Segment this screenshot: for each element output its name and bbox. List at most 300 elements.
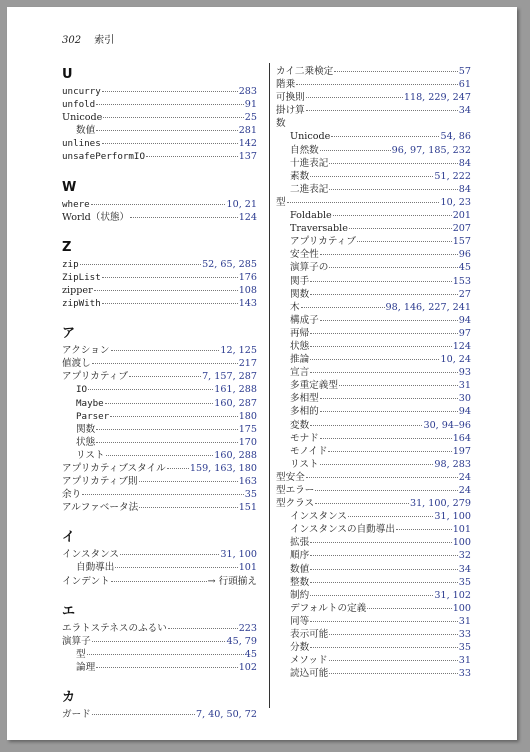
index-page-refs[interactable]: 91 (244, 99, 257, 111)
index-page-refs[interactable]: 96, 97, 185, 232 (391, 144, 471, 156)
index-term: 多相的 (290, 406, 319, 418)
index-page-refs[interactable]: 31 (458, 615, 471, 627)
index-page-refs[interactable]: 151 (238, 502, 257, 514)
dot-leader (146, 156, 238, 157)
index-entry (276, 196, 471, 209)
dot-leader (334, 71, 458, 72)
index-page-refs[interactable]: 12, 125 (220, 345, 257, 357)
index-entry (62, 488, 257, 501)
index-entry (62, 198, 257, 211)
index-entry (62, 85, 257, 98)
index-page-refs[interactable]: 142 (238, 138, 257, 150)
index-entry (62, 548, 257, 561)
index-entry (62, 284, 257, 297)
index-page-refs[interactable]: 84 (458, 157, 471, 169)
index-term: 型 (76, 648, 86, 660)
index-term: 論理 (76, 661, 96, 673)
index-term: 分数 (290, 642, 310, 654)
dot-leader (129, 376, 201, 377)
dot-leader (92, 641, 226, 642)
index-entry (62, 397, 257, 410)
index-entry (62, 137, 257, 150)
index-term: デフォルトの定義 (290, 602, 367, 614)
index-term: 安全性 (290, 249, 319, 261)
index-page-refs[interactable]: 45, 79 (226, 635, 257, 647)
index-section-heading: エ (62, 603, 76, 619)
index-page-refs[interactable]: 124 (452, 340, 471, 352)
dot-leader (396, 529, 452, 530)
index-term: 順序 (290, 550, 310, 562)
section-spacer (62, 588, 257, 600)
index-page-refs[interactable]: 96 (458, 249, 471, 261)
dot-leader (111, 350, 220, 351)
index-term: 読込可能 (290, 668, 329, 680)
section-spacer (62, 224, 257, 236)
index-page-refs[interactable]: 32 (458, 550, 471, 562)
index-term: 自然数 (290, 144, 319, 156)
dot-leader (167, 468, 189, 469)
index-term: アプリカティブ (62, 371, 128, 383)
index-term: Traversable (290, 223, 348, 235)
dot-leader (94, 290, 238, 291)
dot-leader (102, 277, 238, 278)
dot-leader (329, 189, 457, 190)
index-entry (276, 510, 471, 523)
index-page-refs[interactable]: 197 (452, 445, 471, 457)
index-term: 整数 (290, 576, 310, 588)
index-page-refs[interactable]: 118, 229, 247 (403, 92, 471, 104)
dot-leader (310, 346, 452, 347)
index-entry (276, 104, 471, 117)
section-spacer (62, 674, 257, 686)
index-term: リスト (76, 449, 105, 461)
index-entry (276, 392, 471, 405)
dot-leader (310, 359, 439, 360)
index-page-refs[interactable]: 143 (238, 298, 257, 310)
dot-leader (310, 372, 458, 373)
column-divider (269, 63, 270, 708)
dot-leader (329, 673, 457, 674)
index-page-refs[interactable]: 124 (238, 211, 257, 223)
index-entry (276, 667, 471, 680)
dot-leader (331, 136, 439, 137)
index-page-refs[interactable]: 45 (458, 262, 471, 274)
index-term: uncurry (62, 86, 101, 97)
index-entry (276, 157, 471, 170)
dot-leader (310, 555, 458, 556)
index-page-refs[interactable]: 108 (238, 284, 257, 296)
index-entry (276, 91, 471, 104)
index-page-refs[interactable]: 100 (452, 537, 471, 549)
dot-leader (329, 634, 457, 635)
dot-leader (315, 490, 457, 491)
index-term: インスタンス (290, 511, 347, 523)
index-entry (62, 475, 257, 488)
dot-leader (310, 595, 433, 596)
index-section-heading: ア (62, 326, 76, 342)
index-page-refs[interactable]: 161, 288 (214, 384, 257, 396)
index-entry (276, 235, 471, 248)
index-page-refs[interactable]: 98, 146, 227, 241 (385, 301, 471, 313)
dot-leader (310, 333, 458, 334)
index-page-refs[interactable]: 33 (458, 629, 471, 641)
index-section-heading: カ (62, 690, 76, 705)
index-term: 演算子 (62, 635, 91, 647)
index-term: 構成子 (290, 314, 319, 326)
index-entry (62, 211, 257, 224)
index-term: 拡張 (290, 537, 310, 549)
index-term: Unicode (62, 112, 103, 124)
index-term: 多重定義型 (290, 380, 338, 392)
index-page-refs[interactable]: 101 (238, 562, 257, 574)
index-entry (276, 209, 471, 222)
index-term: 推論 (290, 354, 310, 366)
index-term: インスタンス (62, 549, 119, 561)
index-term: アプリカティブ則 (62, 476, 138, 488)
index-entry (276, 222, 471, 235)
index-section-heading: U (62, 67, 73, 82)
index-term: 制約 (290, 589, 310, 601)
dot-leader (91, 204, 226, 205)
index-section-heading: イ (62, 530, 76, 546)
index-entry (276, 144, 471, 157)
index-page-refs[interactable]: 31 (458, 380, 471, 392)
index-page-refs[interactable]: 10, 21 (226, 198, 257, 210)
dot-leader (168, 628, 238, 629)
index-entry (62, 708, 257, 721)
dot-leader (320, 464, 434, 465)
index-page-refs[interactable]: 160, 287 (214, 397, 257, 409)
index-page-refs[interactable]: 25 (244, 112, 257, 124)
index-term: Parser (76, 410, 110, 422)
index-term: ZipList (62, 271, 101, 283)
index-page-refs[interactable]: 35 (458, 642, 471, 654)
index-page-refs[interactable]: 281 (238, 125, 257, 137)
index-entry (276, 589, 471, 602)
index-page-refs[interactable]: 31 (458, 655, 471, 667)
index-term: 素数 (290, 170, 310, 182)
index-column-left (62, 65, 257, 721)
index-entry (276, 484, 471, 497)
index-page-refs[interactable]: 52, 65, 285 (202, 258, 257, 270)
index-entry (62, 575, 257, 588)
index-page-refs[interactable]: 31, 100 (434, 511, 471, 523)
index-page-refs[interactable]: 84 (458, 183, 471, 195)
index-term: 型クラス (276, 498, 315, 510)
index-entry (276, 366, 471, 379)
index-entry (62, 635, 257, 648)
dot-leader (111, 581, 207, 582)
index-page-refs[interactable]: 31, 102 (434, 589, 471, 601)
page-header (62, 31, 114, 46)
index-entry (276, 314, 471, 327)
index-page-refs[interactable]: 7, 157, 287 (202, 371, 257, 383)
dot-leader (120, 554, 219, 555)
index-term: 状態 (76, 436, 96, 448)
index-entry (276, 615, 471, 628)
index-page-refs[interactable]: 34 (458, 563, 471, 575)
index-page-refs[interactable]: 153 (452, 275, 471, 287)
index-entry (62, 271, 257, 284)
index-entry (276, 641, 471, 654)
index-term: 演算子の (290, 262, 329, 274)
dot-leader (306, 477, 458, 478)
index-entry (276, 458, 471, 471)
dot-leader (102, 91, 238, 92)
index-entry (62, 410, 257, 423)
dot-leader (102, 303, 238, 304)
dot-leader (320, 150, 391, 151)
index-page-refs[interactable]: 180 (238, 410, 257, 422)
index-page-refs[interactable]: 31, 100, 279 (409, 498, 471, 510)
index-entry (276, 432, 471, 445)
dot-leader (320, 254, 458, 255)
index-term: 数値 (76, 125, 96, 137)
dot-leader (328, 451, 451, 452)
dot-leader (306, 97, 403, 98)
index-entry (62, 258, 257, 271)
dot-leader (96, 667, 238, 668)
dot-leader (315, 503, 409, 504)
index-page-refs[interactable]: 24 (458, 485, 471, 496)
dot-leader (310, 294, 458, 295)
index-entry (62, 648, 257, 661)
dot-leader (320, 320, 458, 321)
dot-leader (115, 567, 237, 568)
index-entry (62, 370, 257, 383)
index-page-refs[interactable]: 54, 86 (440, 131, 471, 143)
index-entry (276, 549, 471, 562)
index-page-refs[interactable]: 201 (452, 210, 471, 222)
index-term: unsafePerformIO (62, 151, 145, 163)
dot-leader (310, 281, 452, 282)
index-page-refs[interactable]: 51, 222 (434, 170, 471, 182)
dot-leader (130, 217, 238, 218)
index-page-refs[interactable]: 157 (452, 236, 471, 248)
index-page-refs[interactable]: 33 (458, 668, 471, 680)
index-term: unlines (62, 138, 101, 150)
index-term: 掛け算 (276, 105, 305, 117)
index-entry (62, 297, 257, 310)
index-page-refs[interactable]: 170 (238, 436, 257, 448)
dot-leader (296, 84, 458, 85)
dot-leader (306, 110, 458, 111)
index-entry (276, 654, 471, 667)
index-term: 同等 (290, 615, 310, 627)
index-entry (62, 561, 257, 574)
dot-leader (80, 264, 201, 265)
index-term: zipWith (62, 298, 101, 310)
index-page-refs[interactable]: 137 (238, 151, 257, 163)
index-entry (276, 183, 471, 196)
index-term: 宣言 (290, 367, 310, 379)
index-entry (276, 536, 471, 549)
index-term: IO (76, 384, 88, 396)
index-entry (62, 622, 257, 635)
dot-leader (333, 215, 452, 216)
index-term: 型エラー (276, 485, 315, 496)
dot-leader (106, 455, 214, 456)
index-term: 数 (276, 118, 286, 130)
index-page-refs[interactable]: 164 (452, 432, 471, 444)
dot-leader (87, 654, 244, 655)
index-entry (62, 98, 257, 111)
index-page-refs[interactable]: 176 (238, 271, 257, 283)
index-page-refs[interactable]: 160, 288 (214, 449, 257, 461)
index-page-refs[interactable]: 61 (458, 79, 471, 91)
index-page-refs[interactable]: 27 (458, 288, 471, 300)
index-term: World（状態） (62, 211, 130, 223)
index-page-refs[interactable]: 34 (458, 105, 471, 117)
index-page-refs[interactable]: 175 (238, 423, 257, 435)
index-entry (276, 301, 471, 314)
index-term: 自動導出 (76, 562, 115, 574)
index-term: zipper (62, 284, 93, 296)
index-page-refs[interactable]: 10, 23 (440, 196, 471, 208)
index-entry (62, 449, 257, 462)
index-page-refs[interactable]: 283 (238, 86, 257, 97)
dot-leader (310, 621, 458, 622)
index-entry (276, 405, 471, 418)
index-page-refs[interactable]: 97 (458, 327, 471, 339)
dot-leader (310, 647, 458, 648)
index-entry (276, 327, 471, 340)
index-entry (62, 501, 257, 514)
dot-leader (92, 363, 238, 364)
index-page-refs[interactable]: 93 (458, 367, 471, 379)
dot-leader (310, 425, 422, 426)
dot-leader (105, 403, 214, 404)
index-entry (276, 288, 471, 301)
index-entry (276, 379, 471, 392)
index-term: 多相型 (290, 393, 319, 405)
index-entry (276, 445, 471, 458)
index-term: 階乗 (276, 79, 296, 91)
index-term: 値渡し (62, 358, 91, 370)
index-term: 再帰 (290, 327, 310, 339)
dot-leader (357, 241, 452, 242)
page-number: 302 (62, 35, 82, 46)
index-term: アプリカティブスタイル (62, 462, 166, 474)
index-page-refs[interactable]: → 行頭揃え (207, 575, 257, 587)
index-term: 状態 (290, 340, 310, 352)
index-page-refs[interactable]: 102 (238, 661, 257, 673)
index-entry (276, 261, 471, 274)
index-term: 十進表記 (290, 157, 329, 169)
dot-leader (310, 176, 433, 177)
dot-leader (320, 398, 458, 399)
index-entry (62, 383, 257, 396)
index-entry (276, 628, 471, 641)
section-spacer (62, 164, 257, 176)
index-entry (276, 353, 471, 366)
index-page-refs[interactable]: 101 (452, 524, 471, 536)
index-term: アクション (62, 345, 110, 357)
index-term: Unicode (290, 131, 331, 143)
dot-leader (96, 104, 244, 105)
index-page-refs[interactable]: 7, 40, 50, 72 (195, 709, 257, 720)
dot-leader (329, 163, 457, 164)
index-page-refs[interactable]: 10, 24 (440, 354, 471, 366)
index-page-refs[interactable]: 35 (458, 576, 471, 588)
index-entry (276, 130, 471, 143)
index-term: モナド (290, 432, 319, 444)
index-page-refs[interactable]: 35 (244, 489, 257, 501)
dot-leader (329, 660, 458, 661)
index-page-refs[interactable]: 159, 163, 180 (189, 462, 257, 474)
index-page-refs[interactable]: 98, 283 (434, 458, 471, 470)
index-term: 表示可能 (290, 629, 329, 641)
dot-leader (320, 438, 452, 439)
index-page-refs[interactable]: 207 (452, 223, 471, 235)
index-page-refs[interactable]: 24 (458, 471, 471, 483)
index-term: リスト (290, 458, 319, 470)
index-entry (276, 65, 471, 78)
index-page-refs[interactable]: 163 (238, 476, 257, 488)
dot-leader (96, 130, 238, 131)
index-term: ガード (62, 709, 91, 720)
dot-leader (348, 516, 433, 517)
index-entry (276, 563, 471, 576)
index-term: 変数 (290, 419, 310, 431)
dot-leader (339, 385, 458, 386)
index-entry (62, 436, 257, 449)
dot-leader (310, 542, 452, 543)
dot-leader (329, 267, 457, 268)
index-term: 木 (290, 301, 300, 313)
index-page-refs[interactable]: 45 (244, 648, 257, 660)
dot-leader (349, 228, 452, 229)
dot-leader (139, 481, 238, 482)
index-term: カイ二乗検定 (276, 66, 334, 77)
index-term: Foldable (290, 210, 332, 222)
dot-leader (139, 507, 238, 508)
index-page-refs[interactable]: 30, 94–96 (423, 419, 471, 431)
index-term: zip (62, 258, 79, 270)
index-term: 型 (276, 196, 286, 208)
index-term: 可換則 (276, 92, 305, 104)
index-term: 関手 (290, 275, 310, 287)
dot-leader (96, 442, 238, 443)
index-entry (62, 150, 257, 163)
index-entry (62, 357, 257, 370)
index-entry (62, 124, 257, 137)
dot-leader (310, 569, 458, 570)
index-page-refs[interactable]: 31, 100 (220, 549, 257, 561)
index-page-refs[interactable]: 100 (452, 602, 471, 614)
index-entry (276, 419, 471, 432)
index-term: エラトステネスのふるい (62, 622, 167, 634)
index-term: 関数 (76, 423, 96, 435)
index-entry (62, 661, 257, 674)
index-entry (276, 117, 471, 130)
index-term: 二進表記 (290, 183, 329, 195)
dot-leader (310, 582, 458, 583)
index-term: インデント (62, 575, 110, 587)
index-page-refs[interactable]: 94 (458, 314, 471, 326)
index-page-refs[interactable]: 94 (458, 406, 471, 418)
index-term: where (62, 198, 90, 210)
index-term: 型安全 (276, 471, 305, 483)
index-page-refs[interactable]: 223 (238, 622, 257, 634)
index-page-refs[interactable]: 217 (238, 358, 257, 370)
index-page (7, 7, 517, 740)
index-term: 余り (62, 489, 82, 501)
index-term: インスタンスの自動導出 (290, 524, 395, 536)
dot-leader (103, 117, 243, 118)
index-page-refs[interactable]: 30 (458, 393, 471, 405)
index-page-refs[interactable]: 57 (458, 66, 471, 77)
